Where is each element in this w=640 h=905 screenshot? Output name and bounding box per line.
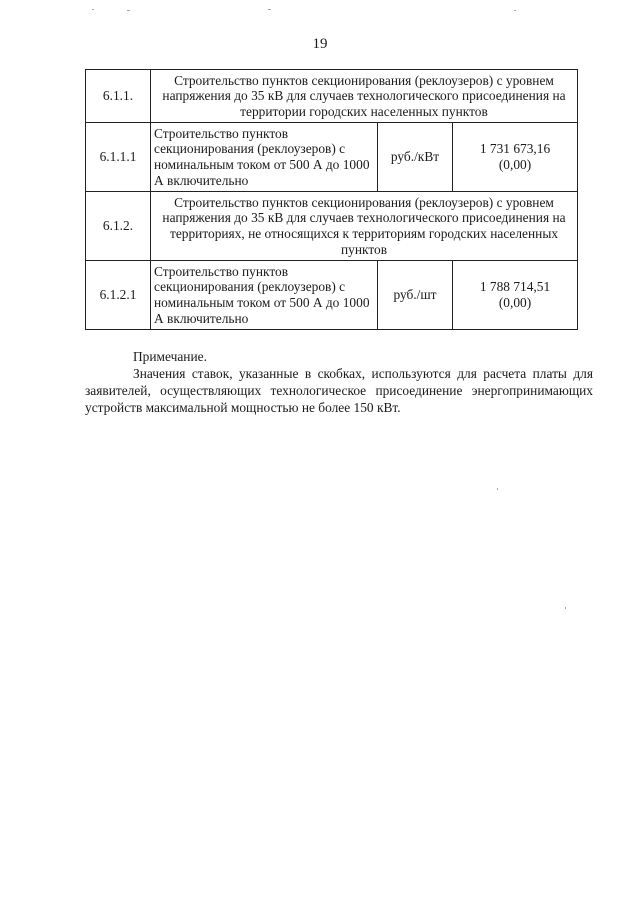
price-value: 1 731 673,16 xyxy=(479,141,551,157)
section-title: Строительство пунктов секционирования (реклоузеров) с уровнем напряжения до 35 кВ для случаев технологического присоединения на территории городских населенных пунктов xyxy=(151,70,578,123)
table-row xyxy=(86,70,578,123)
price-value: 1 788 714,51 xyxy=(479,279,551,295)
note-text: Значения ставок, указанные в скобках, используются для расчета платы для заявителей, осуществляющих технологическое присоединение энергопринимающих устройств максимальной мощностью не более 150 кВт. xyxy=(85,366,593,415)
scan-artifact xyxy=(497,488,498,490)
scan-artifact xyxy=(514,10,516,11)
table-row xyxy=(86,123,578,192)
row-code: 6.1.1. xyxy=(86,70,151,123)
unit-cell: руб./шт xyxy=(378,261,453,330)
scan-artifact xyxy=(565,607,566,609)
price-cell xyxy=(453,261,578,330)
item-name: Строительство пунктов секционирования (реклоузеров) с номинальным током от 500 А до 1000 А включительно xyxy=(151,123,378,192)
page-number: 19 xyxy=(312,36,328,52)
section-title: Строительство пунктов секционирования (реклоузеров) с уровнем напряжения до 35 кВ для случаев технологического присоединения на территориях, не относящихся к территориям городских населенных пунктов xyxy=(151,192,578,261)
scan-artifact xyxy=(92,9,94,10)
row-code: 6.1.1.1 xyxy=(86,123,151,192)
item-name: Строительство пунктов секционирования (реклоузеров) с номинальным током от 500 А до 1000 А включительно xyxy=(151,261,378,330)
note-heading: Примечание. xyxy=(133,349,207,364)
row-code: 6.1.2. xyxy=(86,192,151,261)
table-row xyxy=(86,261,578,330)
scan-artifact xyxy=(268,9,271,10)
scan-artifact xyxy=(127,10,130,11)
row-code: 6.1.2.1 xyxy=(86,261,151,330)
unit-cell: руб./кВт xyxy=(378,123,453,192)
price-reduced-value: (0,00) xyxy=(498,295,532,310)
price-reduced-value: (0,00) xyxy=(498,157,532,172)
table-row xyxy=(86,192,578,261)
tariff-table xyxy=(85,69,578,330)
price-cell xyxy=(453,123,578,192)
note-block xyxy=(85,348,593,416)
